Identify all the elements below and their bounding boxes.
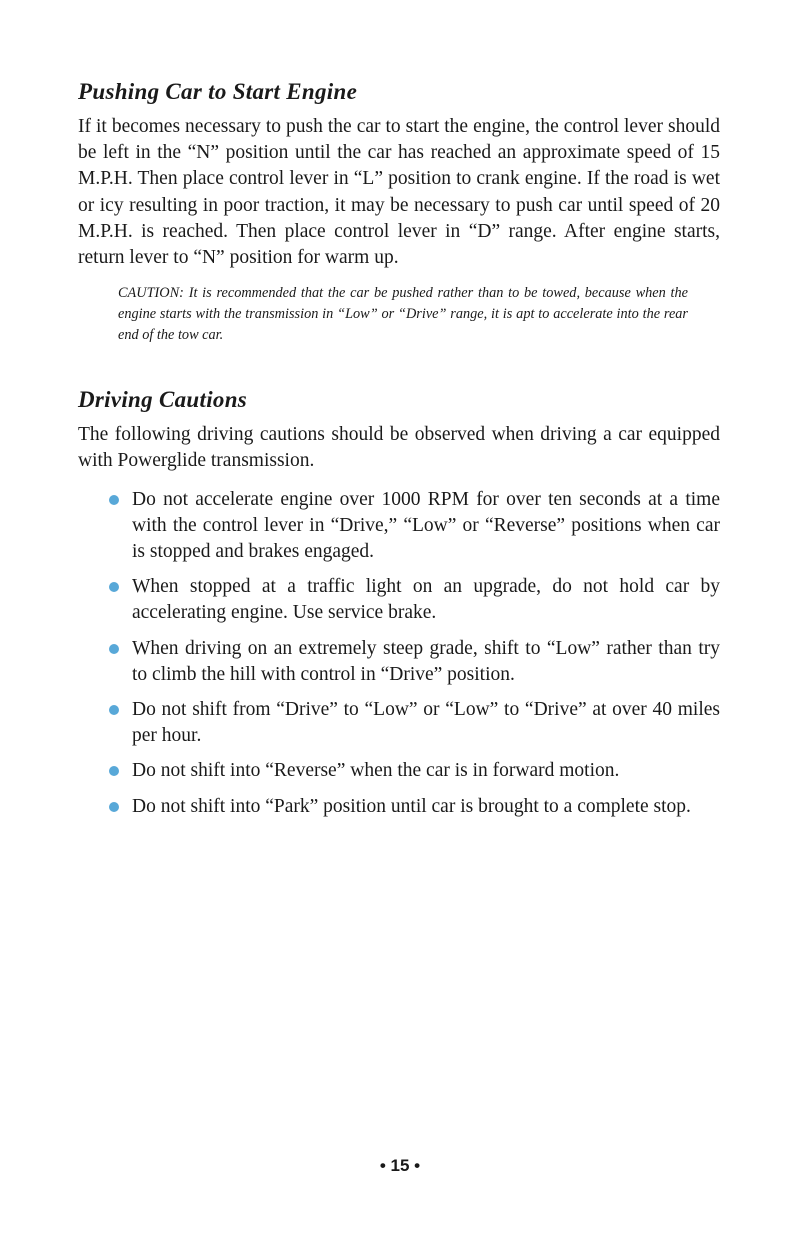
list-item-text: When driving on an extremely steep grade, shift to “Low” rather than try to climb the hill with control in “Drive” position.: [132, 637, 720, 685]
section-heading: Pushing Car to Start Engine: [78, 79, 358, 104]
list-item: [78, 574, 720, 626]
list-item-text: Do not shift into “Reverse” when the car is in forward motion.: [132, 760, 620, 782]
section-body: If it becomes necessary to push the car to start the engine, the control lever should be left in the “N” position until the car has reached an approximate speed of 15 M.P.H. Then place control lever in “L” position to crank engine. If the road is wet or icy resulting in poor traction, it may be necessary to push car until speed of 20 M.P.H. is reached. Then place control lever in “D” range. After engine starts, return lever to “N” position for warm up.: [78, 116, 720, 269]
list-item-text: Do not shift into “Park” position until car is brought to a complete stop.: [132, 795, 691, 817]
caution-list: [78, 487, 720, 820]
page-number: • 15 •: [379, 1156, 421, 1175]
list-item: [78, 697, 720, 749]
bullet-icon: [109, 705, 119, 715]
list-item-text: Do not accelerate engine over 1000 RPM for over ten seconds at a time with the control lever in “Drive,” “Low” or “Reverse” positions when car is stopped and brakes engaged.: [132, 488, 720, 563]
driving-cautions-section: [78, 386, 720, 820]
bullet-icon: [109, 802, 119, 812]
list-item: [78, 487, 720, 566]
list-item: [78, 758, 720, 784]
bullet-icon: [109, 582, 119, 592]
section-intro: The following driving cautions should be observed when driving a car equipped with Powerglide transmission.: [78, 424, 720, 472]
manual-page: [78, 78, 720, 829]
bullet-icon: [109, 644, 119, 654]
list-item: [78, 636, 720, 688]
list-item: [78, 794, 720, 820]
bullet-icon: [109, 495, 119, 505]
bullet-icon: [109, 766, 119, 776]
section-heading: Driving Cautions: [78, 387, 248, 413]
list-item-text: Do not shift from “Drive” to “Low” or “Low” to “Drive” at over 40 miles per hour.: [132, 699, 720, 747]
caution-note: CAUTION: It is recommended that the car be pushed rather than to be towed, because when the engine starts with the transmission in “Low” or “Drive” range, it is apt to accelerate into the rear end of the tow car.: [118, 285, 688, 344]
pushing-car-section: [78, 78, 720, 346]
list-item-text: When stopped at a traffic light on an upgrade, do not hold car by accelerating engine. Use service brake.: [132, 576, 720, 624]
